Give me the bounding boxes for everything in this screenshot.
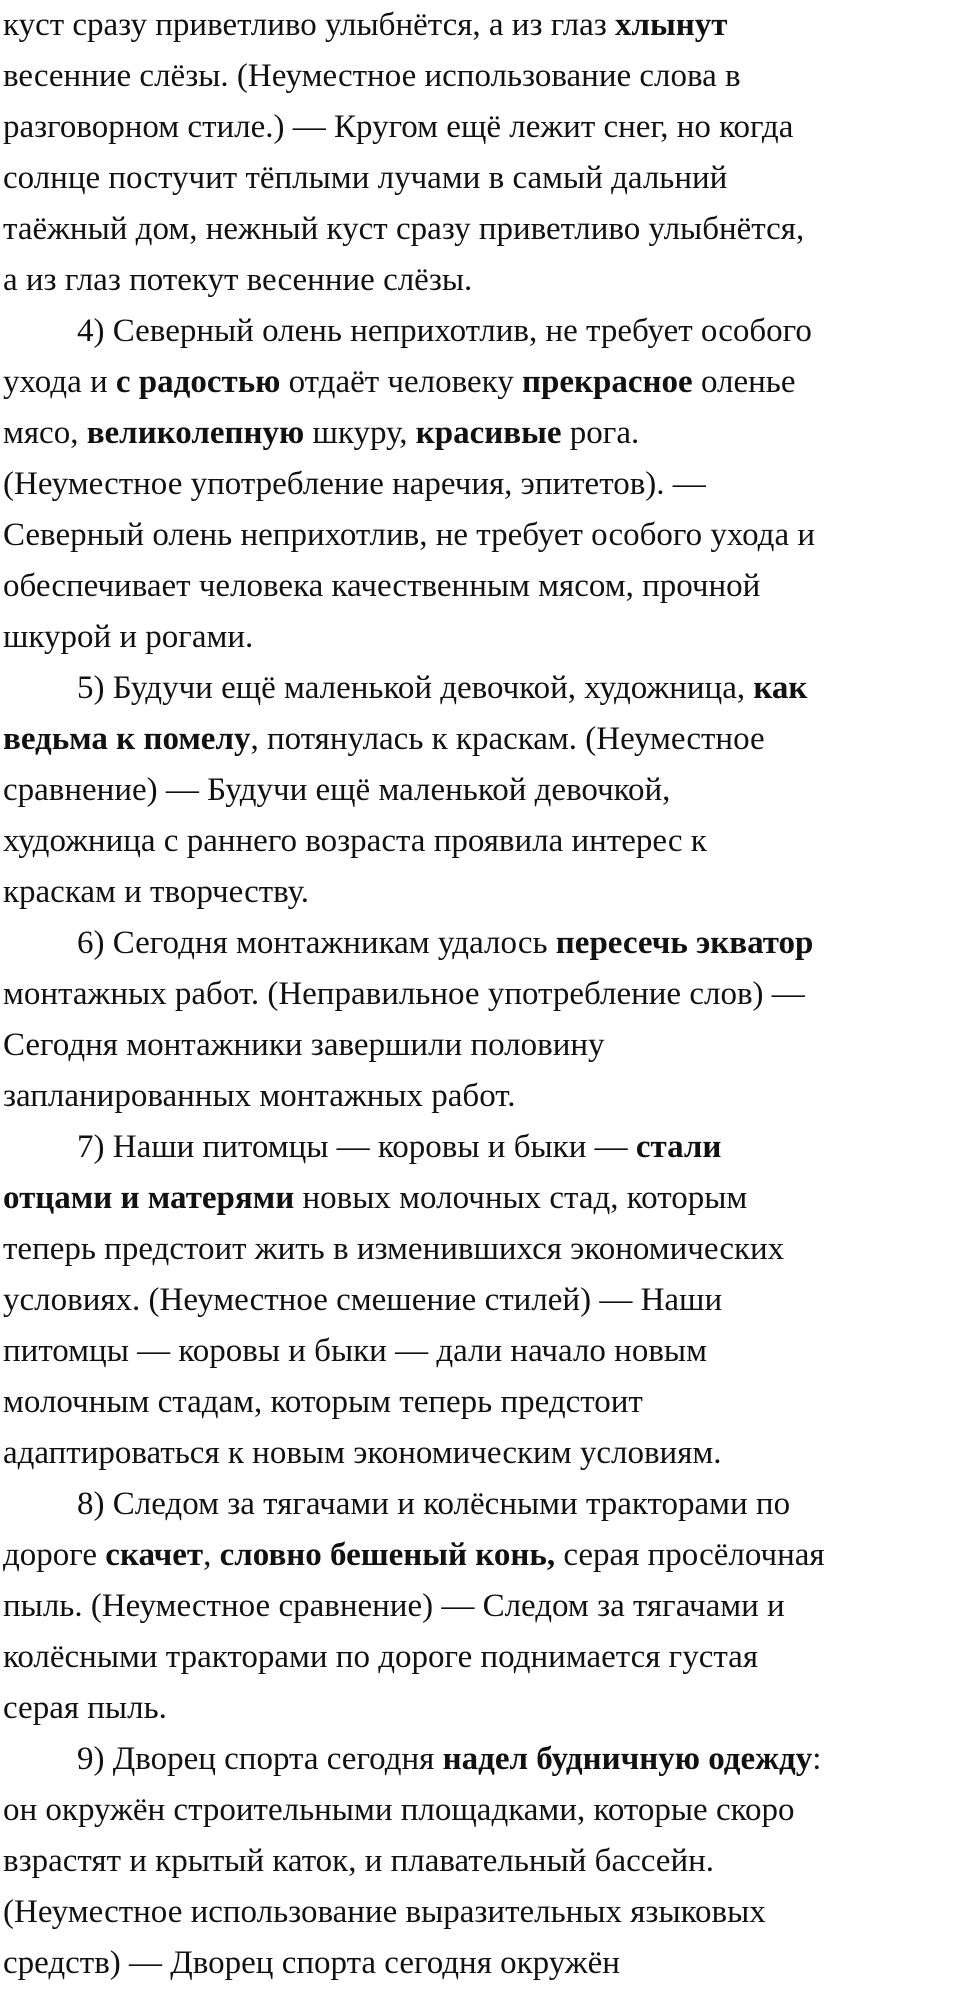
highlighted-phrase: ведьма к помелу — [3, 721, 251, 757]
text-fragment: 9) Дворец спорта сегодня — [77, 1741, 443, 1777]
highlighted-phrase: пересечь экватор — [555, 925, 814, 961]
text-fragment: (Неуместное употребление наречия, эпитетов). — — [3, 466, 706, 502]
paragraph-first-line — [3, 1734, 957, 1785]
paragraph-first-line — [3, 306, 957, 357]
text-fragment: адаптироваться к новым экономическим условиям. — [3, 1435, 722, 1471]
text-line — [3, 714, 957, 765]
text-line — [3, 102, 957, 153]
text-fragment: новых молочных стад, которым — [294, 1180, 748, 1216]
text-line — [3, 510, 957, 561]
text-fragment: а из глаз потекут весенние слёзы. — [3, 262, 473, 298]
text-line — [3, 1938, 957, 1989]
text-fragment: таёжный дом, нежный куст сразу приветливо улыбнётся, — [3, 211, 805, 247]
text-line — [3, 1836, 957, 1887]
text-line — [3, 1071, 957, 1122]
text-line — [3, 1530, 957, 1581]
text-fragment: 7) Наши питомцы — коровы и быки — — [77, 1129, 636, 1165]
text-fragment: условиях. (Неуместное смешение стилей) — Наши — [3, 1282, 723, 1318]
text-line — [3, 816, 957, 867]
text-fragment: художница с раннего возраста проявила интерес к — [3, 823, 707, 859]
text-fragment: 5) Будучи ещё маленькой девочкой, художница, — [77, 670, 754, 706]
text-fragment: пыль. (Неуместное сравнение) — Следом за тягачами и — [3, 1588, 785, 1624]
paragraph-first-line — [3, 918, 957, 969]
paragraph-first-line — [3, 1122, 957, 1173]
text-line — [3, 969, 957, 1020]
text-fragment: шкурой и рогами. — [3, 619, 254, 655]
text-line — [3, 1326, 957, 1377]
text-line — [3, 1377, 957, 1428]
highlighted-phrase: прекрасное — [521, 364, 693, 400]
text-fragment: весенние слёзы. (Неуместное использование слова в — [3, 58, 741, 94]
text-line — [3, 867, 957, 918]
text-fragment: отдаёт человеку — [280, 364, 522, 400]
text-fragment: , — [203, 1537, 220, 1573]
highlighted-phrase: скачет — [105, 1537, 204, 1573]
text-line — [3, 204, 957, 255]
highlighted-phrase: красивые — [415, 415, 562, 451]
text-fragment: теперь предстоит жить в изменившихся экономических — [3, 1231, 785, 1267]
text-fragment: он окружён строительными площадками, которые скоро — [3, 1792, 795, 1828]
text-line — [3, 459, 957, 510]
highlighted-phrase: надел будничную одежду — [442, 1741, 813, 1777]
text-line — [3, 1275, 957, 1326]
highlighted-phrase: отцами и матерями — [3, 1180, 295, 1216]
text-fragment: 8) Следом за тягачами и колёсными тракторами по — [77, 1486, 791, 1522]
text-line — [3, 765, 957, 816]
text-fragment: молочным стадам, которым теперь предстоит — [3, 1384, 643, 1420]
text-fragment: серая пыль. — [3, 1690, 167, 1726]
text-line — [3, 1224, 957, 1275]
text-fragment: (Неуместное использование выразительных языковых — [3, 1894, 766, 1930]
text-fragment: монтажных работ. (Неправильное употребление слов) — — [3, 976, 805, 1012]
text-fragment: колёсными тракторами по дороге поднимается густая — [3, 1639, 759, 1675]
text-line — [3, 1581, 957, 1632]
text-fragment: куст сразу приветливо улыбнётся, а из глаз — [3, 7, 615, 43]
text-line — [3, 1428, 957, 1479]
text-line — [3, 408, 957, 459]
text-line — [3, 612, 957, 663]
highlighted-phrase: с радостью — [115, 364, 281, 400]
text-fragment: краскам и творчеству. — [3, 874, 310, 910]
text-line — [3, 561, 957, 612]
text-line — [3, 153, 957, 204]
document-text — [3, 0, 957, 1989]
text-fragment: шкуру, — [304, 415, 416, 451]
text-line — [3, 1020, 957, 1071]
text-fragment: сравнение) — Будучи ещё маленькой девочкой, — [3, 772, 671, 808]
text-line — [3, 1173, 957, 1224]
text-fragment: оленье — [692, 364, 796, 400]
text-fragment: 4) Северный олень неприхотлив, не требует особого — [77, 313, 812, 349]
text-fragment: разговорном стиле.) — Кругом ещё лежит снег, но когда — [3, 109, 794, 145]
highlighted-phrase: стали — [635, 1129, 722, 1165]
paragraph-first-line — [3, 1479, 957, 1530]
text-fragment: ухода и — [3, 364, 116, 400]
text-fragment: дороге — [3, 1537, 106, 1573]
paragraph-first-line — [3, 663, 957, 714]
text-line — [3, 1887, 957, 1938]
text-fragment: солнце постучит тёплыми лучами в самый дальний — [3, 160, 728, 196]
text-fragment: взрастят и крытый каток, и плавательный бассейн. — [3, 1843, 715, 1879]
text-fragment: : — [812, 1741, 822, 1777]
text-fragment: средств) — Дворец спорта сегодня окружён — [3, 1945, 620, 1981]
text-line — [3, 1785, 957, 1836]
text-line — [3, 357, 957, 408]
text-fragment: мясо, — [3, 415, 87, 451]
text-fragment: запланированных монтажных работ. — [3, 1078, 516, 1114]
highlighted-phrase: словно бешеный конь, — [219, 1537, 556, 1573]
text-line — [3, 1632, 957, 1683]
text-fragment: питомцы — коровы и быки — дали начало новым — [3, 1333, 707, 1369]
text-fragment: рога. — [561, 415, 640, 451]
text-line — [3, 51, 957, 102]
text-fragment: обеспечивает человека качественным мясом, прочной — [3, 568, 761, 604]
highlighted-phrase: великолепную — [86, 415, 305, 451]
text-fragment: серая просёлочная — [555, 1537, 825, 1573]
text-fragment: Северный олень неприхотлив, не требует особого ухода и — [3, 517, 816, 553]
text-line — [3, 255, 957, 306]
text-fragment: 6) Сегодня монтажникам удалось — [77, 925, 556, 961]
text-fragment: , потянулась к краскам. (Неуместное — [250, 721, 765, 757]
highlighted-phrase: хлынут — [615, 7, 728, 43]
text-fragment: Сегодня монтажники завершили половину — [3, 1027, 605, 1063]
text-line — [3, 0, 957, 51]
text-line — [3, 1683, 957, 1734]
highlighted-phrase: как — [753, 670, 808, 706]
